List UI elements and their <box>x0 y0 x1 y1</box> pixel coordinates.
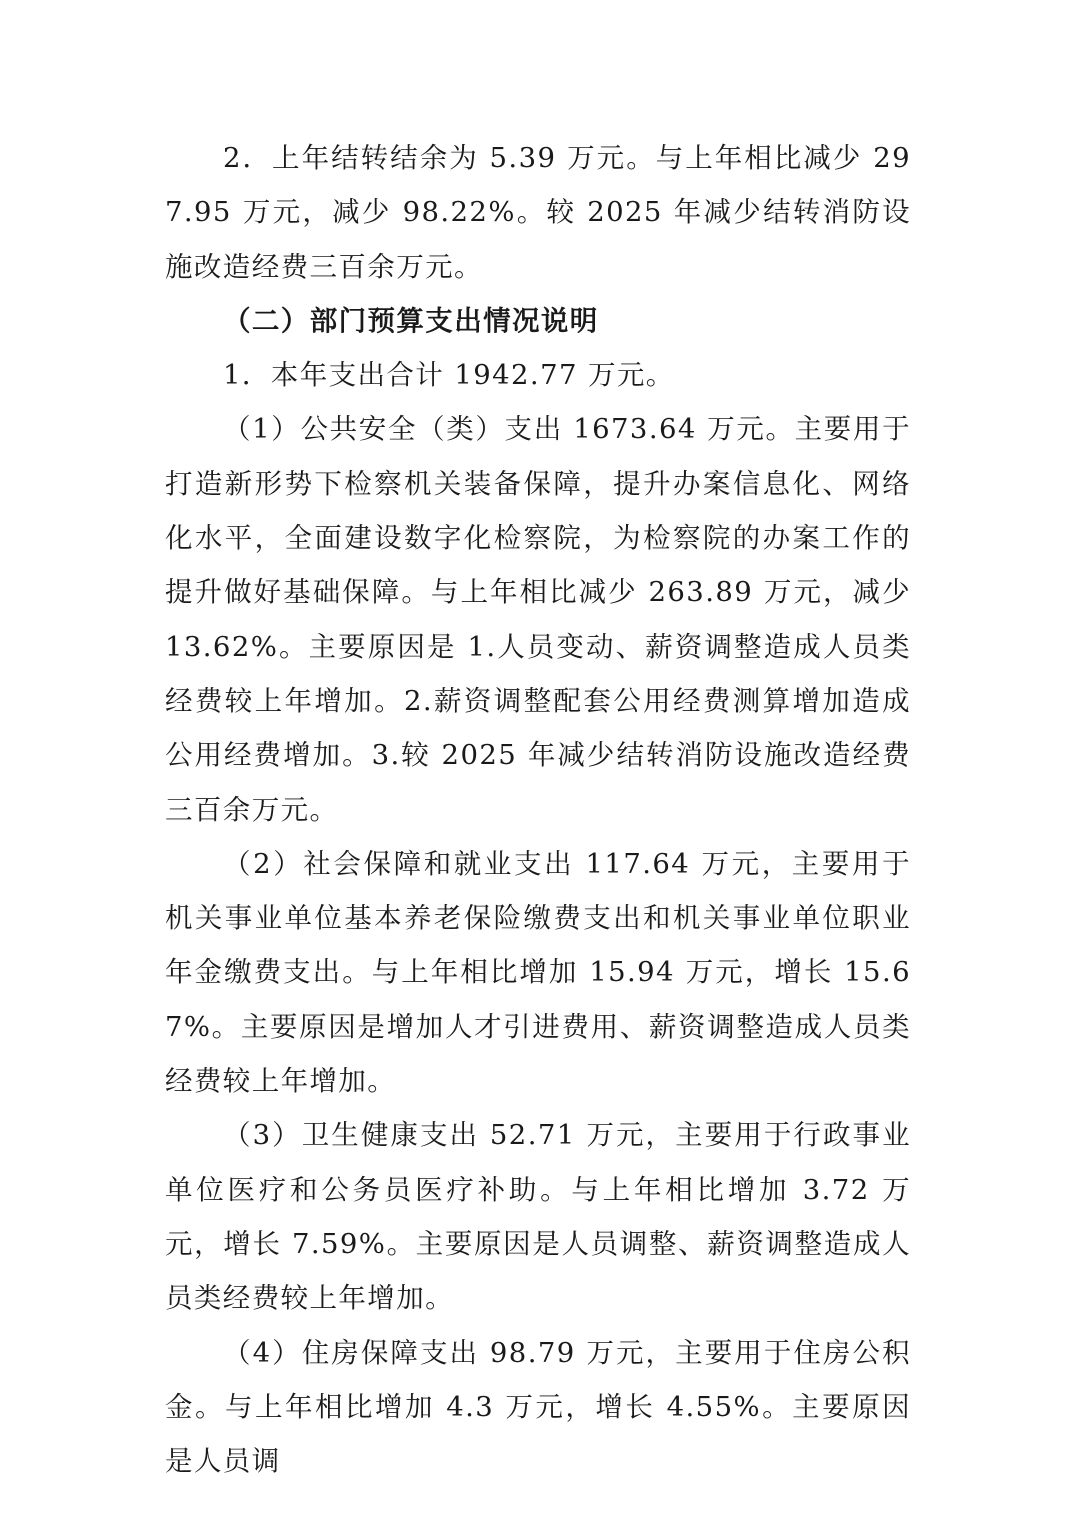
paragraph-total-expenditure: 1．本年支出合计 1942.77 万元。 <box>223 359 675 392</box>
paragraph-housing: （4）住房保障支出 98.79 万元，主要用于住房公积金。与上年相比增加 4.3 万元，增长 4.55%。主要原因是人员调 <box>165 1336 911 1478</box>
document-page <box>165 131 911 1488</box>
paragraph-social-security: （2）社会保障和就业支出 117.64 万元，主要用于机关事业单位基本养老保险缴费支出和机关事业单位职业年金缴费支出。与上年相比增加 15.94 万元，增长 15.67%。主要原因是增加人才引进费用、薪资调整造成人员类经费较上年增加。 <box>165 847 911 1098</box>
paragraph-carryover-balance: 2．上年结转结余为 5.39 万元。与上年相比减少 297.95 万元，减少 98.22%。较 2025 年减少结转消防设施改造经费三百余万元。 <box>165 142 911 283</box>
section-heading-expenditure: （二）部门预算支出情况说明 <box>223 304 599 337</box>
paragraph-public-security: （1）公共安全（类）支出 1673.64 万元。主要用于打造新形势下检察机关装备保障，提升办案信息化、网络化水平，全面建设数字化检察院，为检察院的办案工作的提升做好基础保障。与上年相比减少 263.89 万元，减少 13.62%。主要原因是 1.人员变动、薪资调整造成人员类经费较上年增加。2.薪资调整配套公用经费测算增加造成公用经费增加。3.较 2025 年减少结转消防设施改造经费三百余万元。 <box>165 413 911 826</box>
paragraph-health: （3）卫生健康支出 52.71 万元，主要用于行政事业单位医疗和公务员医疗补助。与上年相比增加 3.72 万元，增长 7.59%。主要原因是人员调整、薪资调整造成人员类经费较上年增加。 <box>165 1119 911 1315</box>
